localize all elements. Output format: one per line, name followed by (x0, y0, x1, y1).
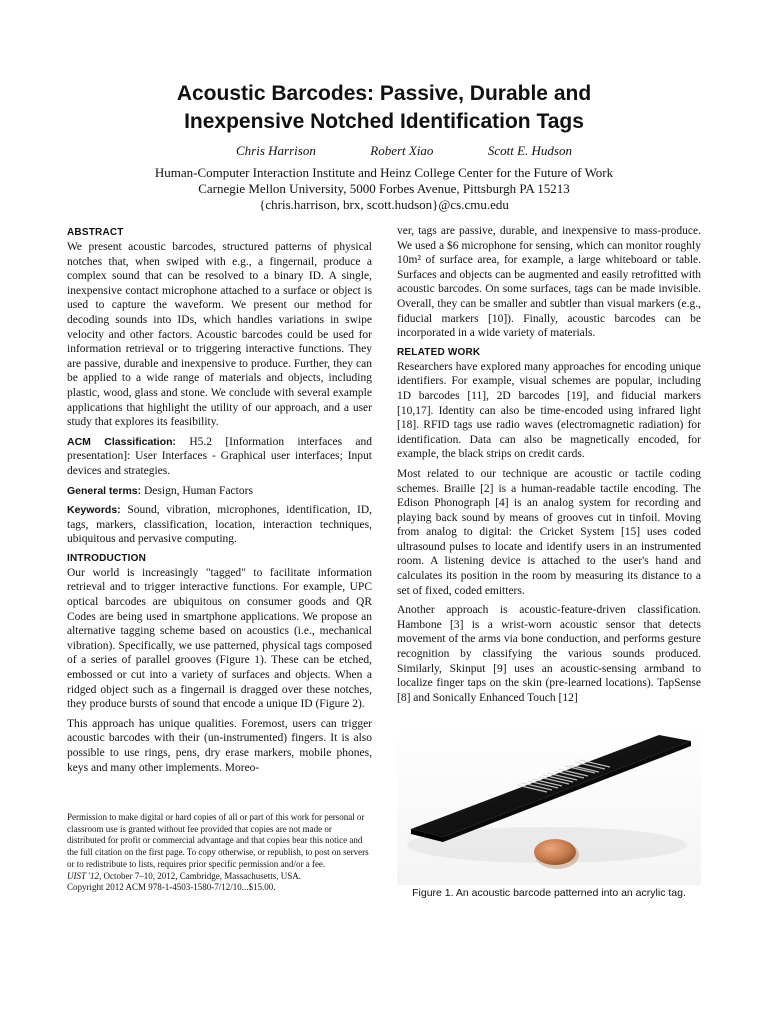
related-paragraph-1: Researchers have explored many approaches for encoding unique identifiers. For example, visual schemes are popular, including 1D barcodes [11], 2D barcodes [19], and fiducial markers [10,17]. Identity can also be time-encoded using infrared light [18]. RFID tags use radio waves (electromagnetic radiation) for identification. Data can also be magnetically encoded, for example, the black strips on credit cards. (397, 360, 701, 461)
copyright-line: Copyright 2012 ACM 978-1-4503-1580-7/12/10...$15.00. (67, 882, 276, 893)
figure-caption: Figure 1. An acoustic barcode patterned into an acrylic tag. (412, 887, 686, 899)
paper-title (40, 80, 728, 136)
related-paragraph-2: Most related to our technique are acoustic or tactile coding schemes. Braille [2] is a human-readable tactile encoding. The Edison Phonograph [4] is an analog system for recording and playing back sound by means of grooves cut in tinfoil. Moving from analog to digital: the Cricket System [15] uses coded ultrasound pulses to locate and identify users in an instrumented room. A listening device is attached to the user's hand and calculates its position in the room by measuring its distance to a set of fixed, coded emitters. (397, 467, 701, 597)
left-column (67, 224, 372, 780)
intro-paragraph-2: This approach has unique qualities. Foremost, users can trigger acoustic barcodes with their (un-instrumented) fingers. It is also possible to use rings, pens, dry erase markers, mobile phones, keys and many other implements. Moreo- (67, 717, 372, 774)
title-line-1: Acoustic Barcodes: Passive, Durable and (176, 82, 592, 105)
conference-name: UIST '12, (67, 870, 102, 881)
acm-classification (67, 435, 372, 479)
abstract-text: We present acoustic barcodes, structured patterns of physical notches that, when swiped with e.g., a fingernail, produce a complex sound that can be resolved to a binary ID. A single, inexpensive contact microphone attached to a surface or object is used to capture the waveform. We present our method for decoding sounds into IDs, which handles variations in swipe velocity and other factors. Acoustic barcodes could be used for information retrieval or to triggering interactive functions. They are passive, durable and inexpensive to produce. Further, they can be applied to a wide range of materials and objects, including plastic, wood, glass and stone. We conclude with several example applications that highlight the utility of our approach, and a user study that explores its feasibility. (67, 241, 372, 429)
terms-label: General terms: (67, 484, 142, 497)
keywords-label: Keywords: (67, 504, 121, 517)
terms-text: Design, Human Factors (141, 484, 253, 497)
related-work-heading: RELATED WORK (397, 346, 481, 358)
conference-details: October 7–10, 2012, Cambridge, Massachusetts, USA. (101, 870, 301, 881)
related-paragraph-3: Another approach is acoustic-feature-driven classification. Hambone [3] is a wrist-worn acoustic sensor that detects movement of the arms via bone conduction, and performs gesture recognition by classifying the various sounds produced. Similarly, Skinput [9] uses an acoustic-sensing armband to localize finger taps on the skin (pre-learned locations). TapSense [8] and Sonically Enhanced Touch [12] (397, 604, 701, 704)
author-name: Chris Harrison (236, 143, 316, 158)
penny-icon (534, 839, 576, 865)
acm-label: ACM Classification: (67, 435, 177, 448)
acm-text: H5.2 [Information interfaces and presentation]: User Interfaces - Graphical user interfaces; Input devices and strategies. (67, 435, 372, 477)
conference-line (67, 871, 372, 883)
general-terms (67, 484, 372, 499)
figure-acoustic-barcode-photo (397, 725, 701, 885)
keywords-text: Sound, vibration, microphones, identification, ID, tags, markers, classification, location, interaction techniques, ubiquitous and pervasive computing. (67, 504, 372, 546)
affiliation-emails: {chris.harrison, brx, scott.hudson}@cs.cmu.edu (259, 197, 509, 212)
author-list (150, 143, 620, 159)
right-column (397, 224, 701, 710)
abstract-heading: ABSTRACT (67, 227, 124, 238)
permission-notice (67, 812, 372, 894)
keywords (67, 503, 372, 547)
intro-paragraph-1: Our world is increasingly "tagged" to facilitate information retrieval and to trigger interactive functions. For example, UPC optical barcodes are ubiquitous on consumer goods and QR Codes are being used in smartphone applications. We propose an alternative tagging scheme based on acoustics (i.e., mechanical vibration). Specifically, we use patterned, physical tags composed of a series of parallel grooves (Figure 1). These can be etched, embossed or cut into a variety of surfaces and objects. When a ridged object such as a fingernail is dragged over these notches, they produce bursts of sound that encode a unique ID (Figure 2). (67, 566, 372, 711)
affiliation-institute: Human-Computer Interaction Institute and Heinz College Center for the Future of Work (154, 165, 614, 180)
permission-text: Permission to make digital or hard copies of all or part of this work for personal or classroom use is granted without fee provided that copies are not made or distributed for profit or commercial advantage and that copies bear this notice and the full citation on the first page. To copy otherwise, or republish, to post on servers or to redistribute to lists, requires prior specific permission and/or a fee. (67, 812, 369, 869)
author-name: Scott E. Hudson (487, 143, 572, 158)
author-name: Robert Xiao (370, 143, 434, 158)
affiliation-address: Carnegie Mellon University, 5000 Forbes Avenue, Pittsburgh PA 15213 (198, 181, 570, 196)
continued-paragraph: ver, tags are passive, durable, and inexpensive to mass-produce. We used a $6 microphone for sensing, which can monitor roughly 10m² of surface area, for example, a large whiteboard or table. Surfaces and objects can be augmented and easily retrofitted with acoustic barcodes. On some surfaces, tags can be made invisible. Overall, they can be smaller and subtler than visual markers (e.g., fiducial markers [10]). Finally, acoustic barcodes can be incorporated in a wide variety of materials. (397, 225, 701, 340)
title-line-2: Inexpensive Notched Identification Tags (184, 110, 584, 133)
introduction-heading: INTRODUCTION (67, 552, 147, 564)
acrylic-tag-illustration (397, 725, 701, 885)
affiliation (80, 165, 688, 213)
